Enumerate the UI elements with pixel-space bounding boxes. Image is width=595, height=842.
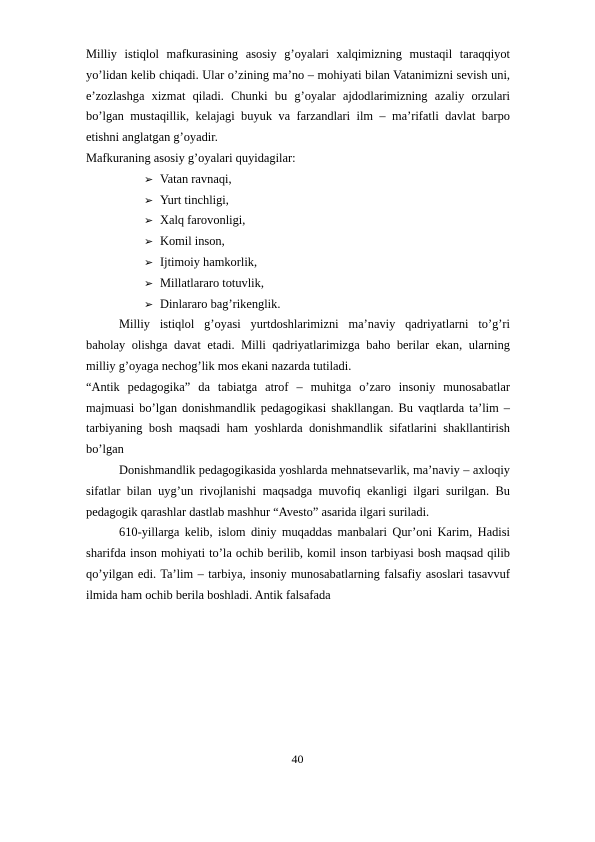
- page-number: 40: [291, 752, 304, 766]
- list-item: [144, 231, 510, 252]
- list-item-label: Dinlararo bag’rikenglik.: [160, 296, 281, 311]
- list-item-label: Xalq farovonligi,: [160, 213, 246, 228]
- list-item-label: Ijtimoiy hamkorlik,: [160, 254, 258, 269]
- list-item-label: Millatlararo totuvlik,: [160, 275, 264, 290]
- arrow-bullet-icon: ➢: [144, 235, 154, 249]
- list-item-label: Yurt tinchligi,: [160, 192, 229, 207]
- arrow-bullet-icon: ➢: [144, 255, 154, 269]
- list-item: [144, 252, 510, 273]
- arrow-bullet-icon: ➢: [144, 172, 154, 186]
- paragraph-values: Milliy istiqlol g’oyasi yurtdoshlarimizni ma’naviy qadriyatlarni to’g’ri baholay olishga davat etadi. Milli qadriyatlarimizga baho berilar ekan, ularning milliy g’oyaga nechog’lik mos ekani nazarda tutiladi.: [86, 317, 510, 373]
- list-item: [144, 169, 510, 190]
- paragraph-islamic-sources: 610-yillarga kelib, islom diniy muqaddas manbalari Qur’oni Karim, Hadisi sharifda inson mohiyati to’la ochib berilib, komil inson tarbiyasi bosh maqsad qilib qo’yilgan edi. Ta’lim – tarbiya, insoniy munosabatlarning falsafiy asoslari tasavvuf ilmida ham ochib berila boshladi. Antik falsafada: [86, 525, 510, 602]
- ideas-list: [86, 169, 510, 315]
- list-item: [144, 273, 510, 294]
- list-item-label: Vatan ravnaqi,: [160, 171, 232, 186]
- list-item: [144, 294, 510, 315]
- arrow-bullet-icon: ➢: [144, 297, 154, 311]
- page-body: [86, 44, 510, 606]
- list-item-label: Komil inson,: [160, 234, 225, 249]
- arrow-bullet-icon: ➢: [144, 214, 154, 228]
- paragraph-antique-pedagogy: “Antik pedagogika” da tabiatga atrof – muhitga o’zaro insoniy munosabatlar majmuasi bo’lgan donishmandlik pedagogikasi shakllangan. Bu vaqtlarda ta’lim – tarbiyaning bosh maqsadi ham yoshlarda donishmandlik sifatlarini shakllantirish bo’lgan: [86, 379, 510, 457]
- paragraph-ideas-intro: Milliy istiqlol mafkurasining asosiy g’oyalari xalqimizning mustaqil taraqqiyot yo’lidan kelib chiqadi. Ular o’zining ma’no – mohiyati bilan Vatanimizni sevish uni, e’zozlashga xizmat qiladi. Chunki bu g’oyalar ajdodlarimizning azaliy orzulari bo’lgan mustaqillik, kelajagi buyuk va farzandlari ilm – ma’rifatli davlat barpo etishni anglatgan g’oyadir.: [86, 47, 510, 145]
- arrow-bullet-icon: ➢: [144, 193, 154, 207]
- list-item: [144, 190, 510, 211]
- list-item: [144, 210, 510, 231]
- arrow-bullet-icon: ➢: [144, 276, 154, 290]
- list-intro: Mafkuraning asosiy g’oyalari quyidagilar:: [86, 150, 296, 165]
- paragraph-wisdom-pedagogy: Donishmandlik pedagogikasida yoshlarda mehnatsevarlik, ma’naviy – axloqiy sifatlar bilan uyg’un rivojlanishi maqsadga muvofiq ekanligi ilgari surilgan. Bu pedagogik qarashlar dastlab mashhur “Avesto” asarida ilgari suriladi.: [86, 462, 510, 519]
